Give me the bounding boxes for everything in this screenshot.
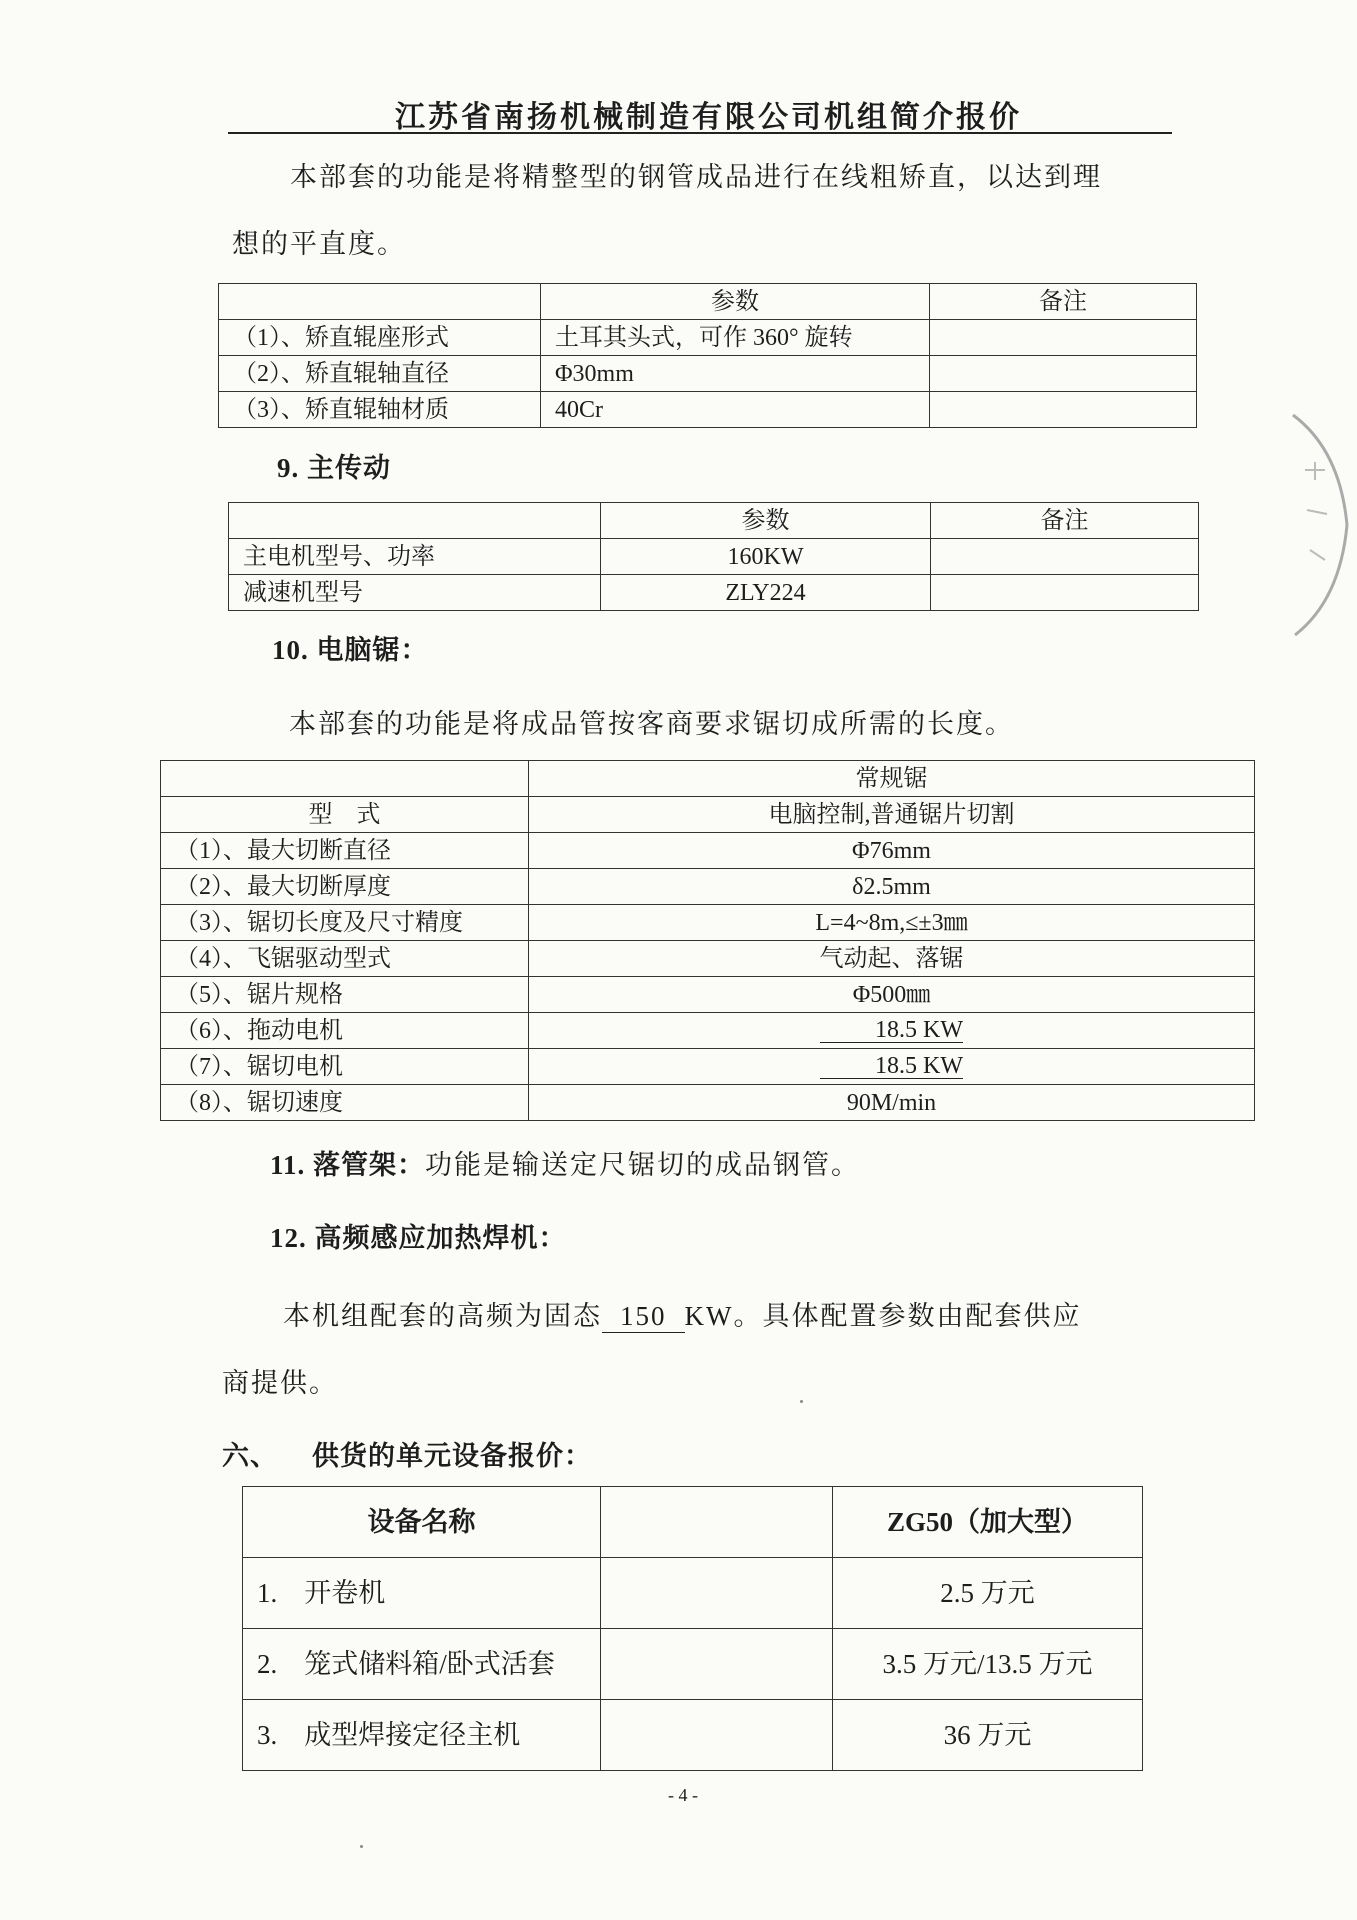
table-cell	[529, 1013, 1255, 1049]
table-row	[219, 392, 1197, 428]
table-row	[219, 320, 1197, 356]
table-cell: 1. 开卷机	[243, 1558, 601, 1629]
table-cell	[930, 320, 1197, 356]
section-10-desc: 本部套的功能是将成品管按客商要求锯切成所需的长度。	[289, 709, 1014, 739]
table-cell	[931, 539, 1199, 575]
scan-speck	[360, 1845, 363, 1848]
table-cell: （2）、矫直辊轴直径	[219, 356, 541, 392]
table-cell	[601, 1558, 833, 1629]
section-12-text-before: 本机组配套的高频为固态	[283, 1301, 602, 1331]
table-cell	[601, 1629, 833, 1700]
table-cell: 160KW	[601, 539, 931, 575]
table-cell	[930, 392, 1197, 428]
section-12-text-after: KW。具体配置参数由配套供应	[684, 1301, 1082, 1331]
table-cell: （8）、锯切速度	[161, 1085, 529, 1121]
table-cell: 90M/min	[529, 1085, 1255, 1121]
table-header-row	[219, 284, 1197, 320]
table-cell	[529, 1049, 1255, 1085]
section-11	[270, 1143, 860, 1182]
table-row	[229, 539, 1199, 575]
table-cell: 40Cr	[541, 392, 930, 428]
straighten-table	[218, 283, 1197, 428]
table-header-row	[161, 761, 1255, 797]
table-cell: 36 万元	[833, 1700, 1143, 1771]
section-10-title: 10. 电脑锯：	[272, 635, 429, 665]
price-table	[242, 1486, 1143, 1771]
drive-table	[228, 502, 1199, 611]
table-cell: ZLY224	[601, 575, 931, 611]
table-cell: （3）、矫直辊轴材质	[219, 392, 541, 428]
table-row	[161, 1049, 1255, 1085]
table-cell: δ2.5mm	[529, 869, 1255, 905]
table-cell: 气动起、落锯	[529, 941, 1255, 977]
table-header-cell: 参数	[541, 284, 930, 320]
table-cell: L=4~8m,≤±3㎜	[529, 905, 1255, 941]
table-row	[161, 941, 1255, 977]
table-row	[161, 1085, 1255, 1121]
table-row	[219, 356, 1197, 392]
section-11-title: 11. 落管架：	[270, 1150, 426, 1180]
intro-line-2: 想的平直度。	[232, 229, 406, 259]
header-rule	[228, 132, 1172, 134]
table-row	[161, 797, 1255, 833]
table-row	[243, 1629, 1143, 1700]
table-cell: Φ500㎜	[529, 977, 1255, 1013]
table-cell: Φ76mm	[529, 833, 1255, 869]
table-header-cell	[161, 761, 529, 797]
table-cell	[931, 575, 1199, 611]
table-cell: 土耳其头式，可作 360° 旋转	[541, 320, 930, 356]
table-cell: 2.5 万元	[833, 1558, 1143, 1629]
table-row	[161, 869, 1255, 905]
table-cell: （1）、最大切断直径	[161, 833, 529, 869]
table-header-cell	[601, 1487, 833, 1558]
table-cell: （5）、锯片规格	[161, 977, 529, 1013]
table-row	[161, 977, 1255, 1013]
table-header-row	[243, 1487, 1143, 1558]
table-row	[161, 833, 1255, 869]
table-cell: （6）、拖动电机	[161, 1013, 529, 1049]
table-header-cell: 备注	[931, 503, 1199, 539]
table-header-cell: 备注	[930, 284, 1197, 320]
table-cell: （2）、最大切断厚度	[161, 869, 529, 905]
section-6-title: 供货的单元设备报价：	[312, 1441, 592, 1471]
table-cell: 主电机型号、功率	[229, 539, 601, 575]
table-cell: （4）、飞锯驱动型式	[161, 941, 529, 977]
table-header-cell: 常规锯	[529, 761, 1255, 797]
section-6-number: 六、	[222, 1441, 278, 1471]
table-cell	[930, 356, 1197, 392]
section-12-title: 12. 高频感应加热焊机：	[270, 1223, 567, 1253]
table-row	[243, 1700, 1143, 1771]
table-header-cell: ZG50（加大型）	[833, 1487, 1143, 1558]
saw-table	[160, 760, 1255, 1121]
table-row	[243, 1558, 1143, 1629]
table-header-cell	[229, 503, 601, 539]
section-9-title: 9. 主传动	[277, 453, 391, 483]
underlined-value: 18.5 KW	[820, 1054, 963, 1079]
table-cell: 减速机型号	[229, 575, 601, 611]
table-cell: Φ30mm	[541, 356, 930, 392]
table-row	[161, 905, 1255, 941]
table-cell: （7）、锯切电机	[161, 1049, 529, 1085]
section-11-desc: 功能是输送定尺锯切的成品钢管。	[425, 1150, 861, 1180]
section-12-line-1	[283, 1294, 1081, 1333]
table-header-cell	[219, 284, 541, 320]
table-cell: 3.5 万元/13.5 万元	[833, 1629, 1143, 1700]
table-header-cell: 参数	[601, 503, 931, 539]
page-number: - 4 -	[668, 1785, 698, 1805]
table-cell: 3. 成型焊接定径主机	[243, 1700, 601, 1771]
intro-line-1: 本部套的功能是将精整型的钢管成品进行在线粗矫直，以达到理	[290, 162, 1102, 192]
table-cell: （1）、矫直辊座形式	[219, 320, 541, 356]
table-row	[229, 575, 1199, 611]
section-12-power: 150	[602, 1301, 685, 1333]
table-row	[161, 1013, 1255, 1049]
page-header-title: 江苏省南扬机械制造有限公司机组简介报价	[395, 101, 1022, 134]
table-header-cell: 设备名称	[243, 1487, 601, 1558]
underlined-value: 18.5 KW	[820, 1018, 963, 1043]
seal-stamp-fragment	[1285, 410, 1355, 640]
table-cell: 2. 笼式储料箱/卧式活套	[243, 1629, 601, 1700]
section-12-line-2: 商提供。	[222, 1368, 338, 1398]
table-cell: 型 式	[161, 797, 529, 833]
table-cell	[601, 1700, 833, 1771]
table-cell: （3）、锯切长度及尺寸精度	[161, 905, 529, 941]
table-cell: 电脑控制,普通锯片切割	[529, 797, 1255, 833]
table-header-row	[229, 503, 1199, 539]
scan-speck	[800, 1400, 803, 1403]
